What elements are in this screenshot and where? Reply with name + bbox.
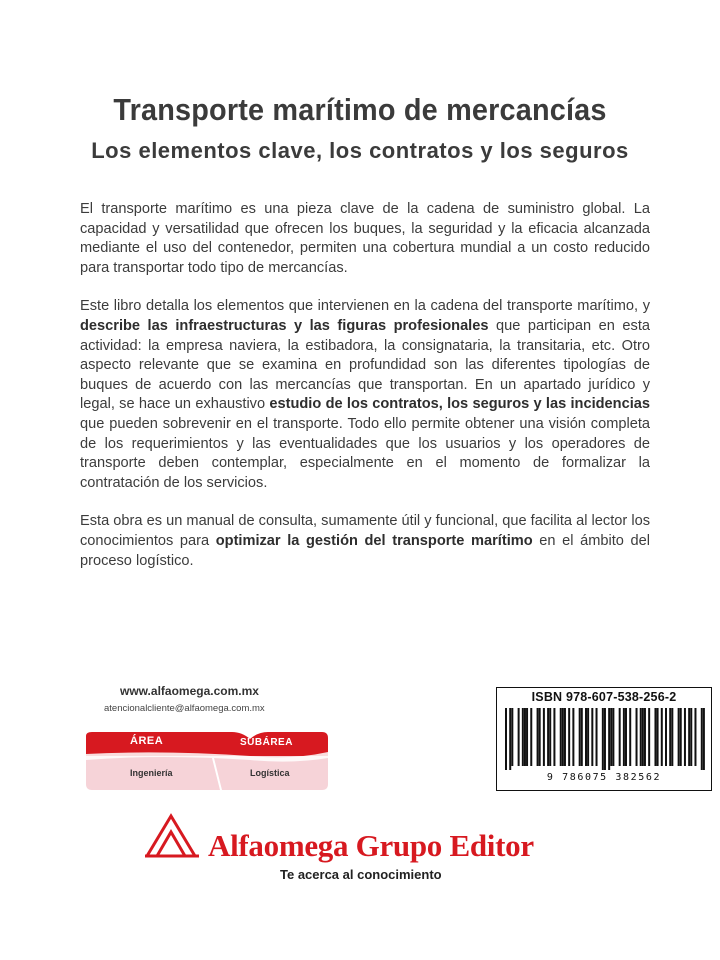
barcode-bar bbox=[596, 708, 598, 766]
barcode-bar bbox=[684, 708, 686, 766]
title-block bbox=[0, 92, 720, 164]
barcode-bar bbox=[661, 708, 663, 766]
publisher-slogan: Te acerca al conocimiento bbox=[280, 867, 442, 882]
barcode-bar bbox=[518, 708, 520, 766]
barcode-bar bbox=[604, 708, 606, 770]
barcode-bar bbox=[572, 708, 574, 766]
barcode-bar bbox=[602, 708, 604, 770]
publisher-name: Alfaomega Grupo Editor bbox=[208, 828, 534, 863]
subarea-label: SUBÁREA bbox=[240, 737, 293, 748]
barcode-bar bbox=[524, 708, 526, 766]
barcode-bar bbox=[612, 708, 614, 766]
barcode-bar bbox=[625, 708, 627, 766]
barcode-bar bbox=[553, 708, 555, 766]
barcode-bar bbox=[669, 708, 671, 766]
area-classification bbox=[82, 730, 330, 792]
isbn-label: ISBN 978-607-538-256-2 bbox=[531, 690, 677, 704]
barcode-bar bbox=[610, 708, 612, 766]
barcode-bar bbox=[511, 708, 513, 766]
barcode-bar bbox=[505, 708, 507, 770]
barcode-bar bbox=[654, 708, 656, 766]
barcode-bar bbox=[678, 708, 680, 766]
website-link[interactable]: www.alfaomega.com.mx bbox=[120, 684, 259, 698]
isbn-barcode-box bbox=[496, 687, 712, 791]
barcode-bar bbox=[701, 708, 703, 770]
subarea-value: Logística bbox=[250, 768, 290, 778]
barcode-bar bbox=[657, 708, 659, 766]
barcode-bar bbox=[644, 708, 646, 766]
barcode-digits: 9 786075 382562 bbox=[546, 772, 662, 783]
synopsis bbox=[80, 200, 650, 590]
area-value: Ingeniería bbox=[130, 768, 173, 778]
barcode-bar bbox=[537, 708, 539, 766]
barcode-bar bbox=[642, 708, 644, 766]
barcode-bar bbox=[530, 708, 532, 766]
barcode-bar bbox=[680, 708, 682, 766]
barcode-bar bbox=[585, 708, 587, 766]
barcode-bar bbox=[547, 708, 549, 766]
barcode-bar bbox=[526, 708, 528, 766]
barcode-bar bbox=[690, 708, 692, 766]
barcode-bar bbox=[560, 708, 562, 766]
highlight-optimize: optimizar la gestión del transporte marítimo bbox=[215, 532, 533, 549]
barcode-bar bbox=[636, 708, 638, 766]
barcode-bar bbox=[619, 708, 621, 766]
barcode-bar bbox=[539, 708, 541, 766]
barcode-bar bbox=[671, 708, 673, 766]
barcode-bar bbox=[522, 708, 524, 766]
book-title: Transporte marítimo de mercancías bbox=[113, 92, 607, 127]
barcode-bar bbox=[579, 708, 581, 766]
highlight-infrastructures: describe las infraestructuras y las figuras profesionales bbox=[80, 317, 489, 334]
area-label: ÁREA bbox=[130, 735, 164, 747]
email-link[interactable]: atencionalcliente@alfaomega.com.mx bbox=[104, 703, 265, 714]
paragraph-2: Este libro detalla los elementos que intervienen en la cadena del transporte marítimo, y describe las infraestructuras y las figuras profesionales que participan en esta actividad: la empresa naviera, la estibadora, la consignataria, la transitaria, etc. Otro aspecto relevante que se examina en profundidad son las diferentes tipologías de buques de acuerdo con las mercancías que transportan. En un apartado jurídico y legal, se hace un exhaustivo estudio de los contratos, los seguros y las incidencias que pueden sobrevenir en el transporte. Todo ello permite obtener una visión completa de los requerimientos y las eventualidades que los usuarios y los operadores de transporte deben contemplar, especialmente en el momento de formalizar la contratación de los servicios. bbox=[80, 298, 650, 491]
barcode-bar bbox=[694, 708, 696, 766]
barcode-bar bbox=[629, 708, 631, 766]
barcode-bar bbox=[665, 708, 667, 766]
barcode-bar bbox=[509, 708, 511, 770]
barcode-bar bbox=[549, 708, 551, 766]
barcode-bar bbox=[608, 708, 610, 770]
paragraph-1: El transporte marítimo es una pieza clave de la cadena de suministro global. La capacidad y versatilidad que ofrecen los buques, la seguridad y la eficacia alcanzada mediante el uso del contenedor, permiten una cobertura mundial a un costo reducido para transportar todo tipo de mercancías. bbox=[80, 201, 650, 276]
barcode-bar bbox=[581, 708, 583, 766]
barcode-bar bbox=[623, 708, 625, 766]
barcode-bar bbox=[587, 708, 589, 766]
barcode-bar bbox=[648, 708, 650, 766]
paragraph-3: Esta obra es un manual de consulta, sumamente útil y funcional, que facilita al lector los conocimientos para optimizar la gestión del transporte marítimo en el ámbito del proceso logístico. bbox=[80, 513, 650, 569]
barcode-bar bbox=[591, 708, 593, 766]
highlight-contracts: estudio de los contratos, los seguros y las incidencias bbox=[269, 396, 650, 413]
barcode-bar bbox=[640, 708, 642, 766]
barcode-bar bbox=[564, 708, 566, 766]
barcode-bar bbox=[688, 708, 690, 766]
barcode-bar bbox=[568, 708, 570, 766]
book-subtitle: Los elementos clave, los contratos y los seguros bbox=[91, 138, 629, 163]
barcode bbox=[505, 708, 705, 770]
barcode-bar bbox=[703, 708, 705, 770]
barcode-bar bbox=[543, 708, 545, 766]
barcode-bar bbox=[562, 708, 564, 766]
